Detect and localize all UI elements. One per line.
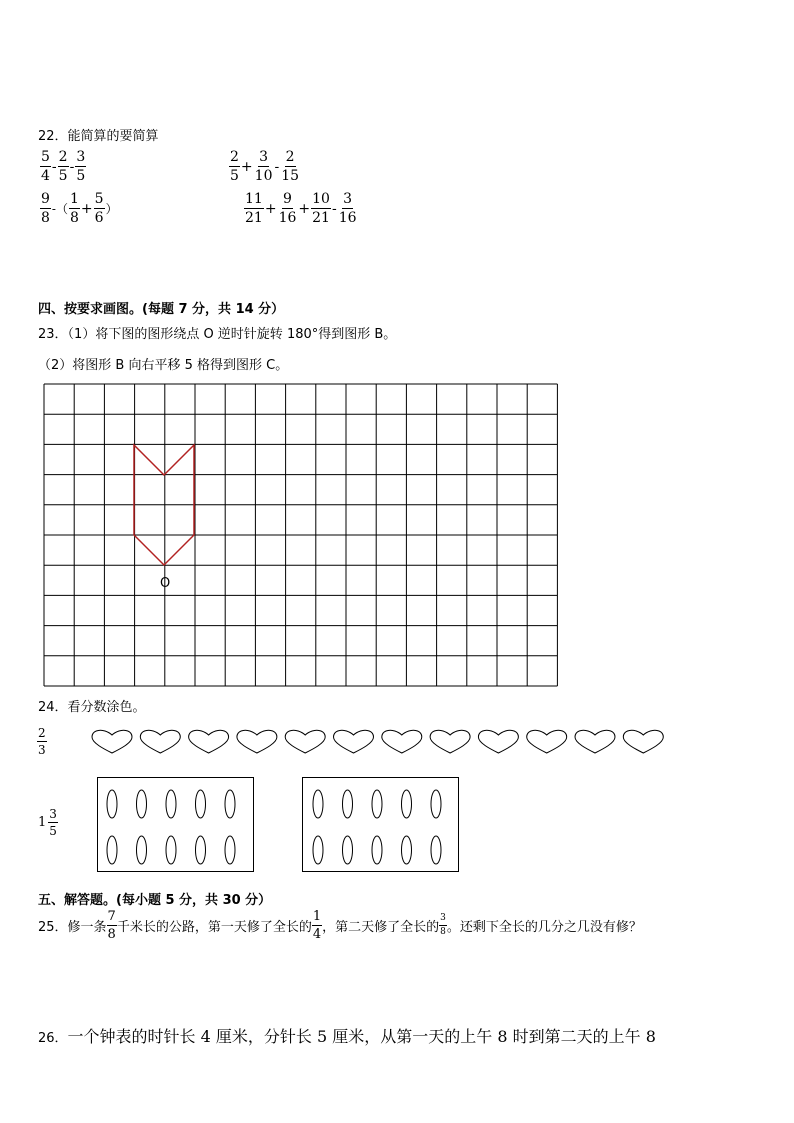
- q26-text: 26． 一个钟表的时针长 4 厘米，分针长 5 厘米，从第一天的上午 8 时到第二天的上午 8: [38, 1027, 656, 1046]
- q24-fraction-2: 1 $\frac{3}{5}$: [38, 807, 57, 838]
- oval-shape: [343, 836, 353, 864]
- heart-shape: [623, 730, 663, 753]
- heart-shape: [140, 730, 180, 753]
- section-5-title: 五、解答题。(每小题 5 分，共 30 分）: [38, 893, 272, 908]
- grid-lines: [44, 384, 557, 686]
- hearts-row: [0, 725, 794, 765]
- point-o-label: O: [160, 576, 171, 591]
- oval-shape: [402, 790, 412, 818]
- heart-shape: [285, 730, 325, 753]
- oval-shape: [196, 836, 206, 864]
- heart-shape: [334, 730, 374, 753]
- ovals: [0, 770, 794, 880]
- heart-shape: [237, 730, 277, 753]
- heart-shape: [527, 730, 567, 753]
- heart-shape: [478, 730, 518, 753]
- q22-expr-2: $\frac{2}{5}$ + $\frac{3}{10}$ - $\frac{2}{15}$: [230, 149, 300, 184]
- oval-shape: [313, 790, 323, 818]
- q22-expr-3: $\frac{9}{8}$ -（ $\frac{1}{8}$ + $\frac{5}{6}$ ）: [41, 191, 118, 226]
- section-4-title: 四、按要求画图。(每题 7 分，共 14 分）: [38, 302, 285, 317]
- oval-shape: [313, 836, 323, 864]
- oval-shape: [107, 836, 117, 864]
- oval-shape: [225, 790, 235, 818]
- oval-shape: [402, 836, 412, 864]
- q24-title: 24．看分数涂色。: [38, 700, 146, 715]
- oval-shape: [431, 836, 441, 864]
- oval-shape: [372, 790, 382, 818]
- q22-expr-1: $\frac{5}{4}$ - $\frac{2}{5}$ - $\frac{3}{5}$: [41, 149, 86, 184]
- q23-line-1: 23．（1）将下图的图形绕点 O 逆时针旋转 180°得到图形 B。: [38, 327, 397, 342]
- oval-shape: [166, 790, 176, 818]
- heart-shape: [575, 730, 615, 753]
- q24-fraction-1: $\frac{2}{3}$: [38, 726, 46, 757]
- oval-shape: [225, 836, 235, 864]
- oval-shape: [107, 790, 117, 818]
- oval-shape: [431, 790, 441, 818]
- q22-title: 22．能简算的要简算: [38, 129, 159, 144]
- heart-shape: [92, 730, 132, 753]
- oval-shape: [372, 836, 382, 864]
- q22-expr-4: $\frac{11}{21}$ + $\frac{9}{16}$ + $\frac{10}{21}$ - $\frac{3}{16}$: [245, 191, 357, 226]
- oval-shape: [166, 836, 176, 864]
- q23-line-2: （2）将图形 B 向右平移 5 格得到图形 C。: [38, 358, 289, 373]
- oval-shape: [196, 790, 206, 818]
- q25-text: 25．修一条 $\frac{7}{8}$ 千米长的公路，第一天修了全长的 $\frac{1}{4}$ ，第二天修了全长的 $\frac{3}{8}$ 。还剩下全长的几分之几没有修？: [38, 909, 642, 942]
- heart-shape: [189, 730, 229, 753]
- oval-shape: [137, 836, 147, 864]
- heart-shape: [430, 730, 470, 753]
- oval-shape: [137, 790, 147, 818]
- heart-shape: [382, 730, 422, 753]
- oval-shape: [343, 790, 353, 818]
